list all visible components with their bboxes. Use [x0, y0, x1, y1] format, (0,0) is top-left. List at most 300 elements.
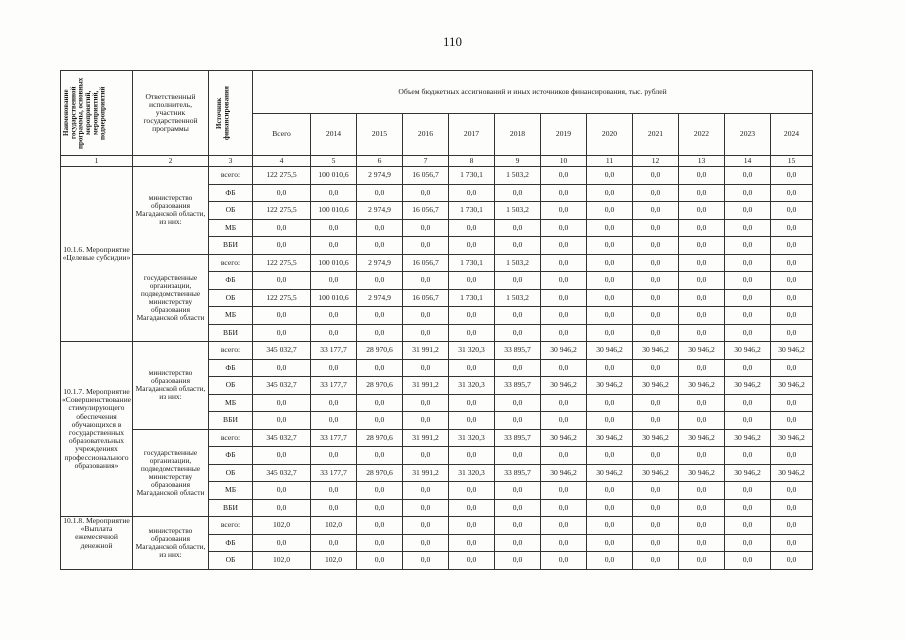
amount-cell: 0,0 — [725, 184, 771, 202]
amount-cell: 0,0 — [253, 237, 311, 255]
amount-cell: 1 503,2 — [495, 202, 541, 220]
amount-cell: 0,0 — [495, 517, 541, 535]
amount-cell: 31 991,2 — [403, 342, 449, 360]
amount-cell: 0,0 — [679, 517, 725, 535]
amount-cell: 0,0 — [679, 272, 725, 290]
amount-cell: 0,0 — [495, 552, 541, 570]
amount-cell: 0,0 — [541, 202, 587, 220]
amount-cell: 0,0 — [541, 517, 587, 535]
header-col-number: 3 — [209, 156, 253, 167]
amount-cell: 0,0 — [679, 499, 725, 517]
amount-cell: 1 503,2 — [495, 289, 541, 307]
measure-name: 10.1.6. Мероприятие «Целевые субсидии» — [61, 167, 133, 342]
amount-cell: 0,0 — [403, 237, 449, 255]
amount-cell: 0,0 — [587, 447, 633, 465]
funding-source: ВБИ — [209, 324, 253, 342]
amount-cell: 0,0 — [725, 272, 771, 290]
amount-cell: 0,0 — [633, 447, 679, 465]
amount-cell: 0,0 — [357, 552, 403, 570]
amount-cell: 0,0 — [679, 482, 725, 500]
amount-cell: 0,0 — [541, 184, 587, 202]
amount-cell: 0,0 — [357, 517, 403, 535]
amount-cell: 0,0 — [449, 552, 495, 570]
amount-cell: 0,0 — [357, 272, 403, 290]
amount-cell: 16 056,7 — [403, 289, 449, 307]
amount-cell: 0,0 — [403, 552, 449, 570]
amount-cell: 0,0 — [541, 482, 587, 500]
amount-cell: 0,0 — [679, 184, 725, 202]
amount-cell: 0,0 — [311, 307, 357, 325]
amount-cell: 0,0 — [541, 237, 587, 255]
amount-cell: 0,0 — [495, 359, 541, 377]
amount-cell: 0,0 — [253, 307, 311, 325]
amount-cell: 0,0 — [449, 272, 495, 290]
amount-cell: 0,0 — [679, 552, 725, 570]
funding-source: ФБ — [209, 534, 253, 552]
amount-cell: 0,0 — [253, 272, 311, 290]
amount-cell: 0,0 — [541, 167, 587, 185]
amount-cell: 0,0 — [495, 237, 541, 255]
amount-cell: 0,0 — [357, 447, 403, 465]
amount-cell: 100 010,6 — [311, 167, 357, 185]
amount-cell: 0,0 — [633, 394, 679, 412]
amount-cell: 0,0 — [771, 272, 813, 290]
header-col-number: 11 — [587, 156, 633, 167]
amount-cell: 0,0 — [495, 499, 541, 517]
amount-cell: 0,0 — [633, 324, 679, 342]
amount-cell: 0,0 — [403, 184, 449, 202]
amount-cell: 0,0 — [357, 482, 403, 500]
amount-cell: 0,0 — [403, 499, 449, 517]
amount-cell: 30 946,2 — [679, 377, 725, 395]
amount-cell: 0,0 — [587, 184, 633, 202]
amount-cell: 30 946,2 — [587, 377, 633, 395]
amount-cell: 0,0 — [311, 482, 357, 500]
amount-cell: 0,0 — [311, 219, 357, 237]
header-source-cell — [209, 71, 253, 156]
header-col-number: 10 — [541, 156, 587, 167]
amount-cell: 0,0 — [725, 482, 771, 500]
amount-cell: 2 974,9 — [357, 254, 403, 272]
amount-cell: 1 730,1 — [449, 254, 495, 272]
amount-cell: 0,0 — [495, 394, 541, 412]
amount-cell: 2 974,9 — [357, 289, 403, 307]
funding-source: всего: — [209, 167, 253, 185]
amount-cell: 33 177,7 — [311, 464, 357, 482]
amount-cell: 0,0 — [541, 447, 587, 465]
amount-cell: 0,0 — [771, 359, 813, 377]
amount-cell: 0,0 — [541, 412, 587, 430]
amount-cell: 0,0 — [587, 237, 633, 255]
funding-source: МБ — [209, 394, 253, 412]
header-year: 2022 — [679, 113, 725, 156]
amount-cell: 0,0 — [587, 324, 633, 342]
amount-cell: 30 946,2 — [541, 464, 587, 482]
amount-cell: 0,0 — [449, 307, 495, 325]
amount-cell: 0,0 — [449, 517, 495, 535]
amount-cell: 0,0 — [679, 167, 725, 185]
amount-cell: 30 946,2 — [771, 342, 813, 360]
amount-cell: 0,0 — [403, 447, 449, 465]
header-col-number: 5 — [311, 156, 357, 167]
funding-source: ВБИ — [209, 412, 253, 430]
amount-cell: 0,0 — [541, 324, 587, 342]
amount-cell: 0,0 — [449, 394, 495, 412]
amount-cell: 0,0 — [403, 412, 449, 430]
amount-cell: 0,0 — [357, 237, 403, 255]
amount-cell: 0,0 — [495, 324, 541, 342]
amount-cell: 16 056,7 — [403, 254, 449, 272]
amount-cell: 100 010,6 — [311, 254, 357, 272]
amount-cell: 33 895,7 — [495, 377, 541, 395]
amount-cell: 0,0 — [633, 272, 679, 290]
amount-cell: 0,0 — [633, 482, 679, 500]
amount-cell: 33 177,7 — [311, 377, 357, 395]
header-col-number: 7 — [403, 156, 449, 167]
amount-cell: 0,0 — [541, 394, 587, 412]
amount-cell: 0,0 — [771, 219, 813, 237]
executor-name: государственные организации, подведомственные министерству образования Магаданской области — [133, 429, 209, 517]
amount-cell: 0,0 — [725, 237, 771, 255]
amount-cell: 0,0 — [357, 324, 403, 342]
amount-cell: 0,0 — [449, 482, 495, 500]
funding-source: ОБ — [209, 289, 253, 307]
executor-name: министерство образования Магаданской области, из них: — [133, 517, 209, 570]
amount-cell: 28 970,6 — [357, 464, 403, 482]
header-year: 2016 — [403, 113, 449, 156]
header-col-number: 6 — [357, 156, 403, 167]
table-body — [61, 167, 813, 570]
header-executor: Ответственный исполнитель, участник государственной программы — [133, 71, 209, 156]
funding-source: ВБИ — [209, 237, 253, 255]
funding-source: ОБ — [209, 464, 253, 482]
amount-cell: 0,0 — [587, 202, 633, 220]
amount-cell: 345 032,7 — [253, 429, 311, 447]
amount-cell: 0,0 — [587, 412, 633, 430]
amount-cell: 0,0 — [253, 184, 311, 202]
amount-cell: 31 320,3 — [449, 342, 495, 360]
amount-cell: 0,0 — [403, 324, 449, 342]
amount-cell: 0,0 — [771, 412, 813, 430]
amount-cell: 0,0 — [403, 482, 449, 500]
amount-cell: 0,0 — [725, 499, 771, 517]
table-row — [61, 167, 813, 185]
amount-cell: 0,0 — [587, 254, 633, 272]
amount-cell: 345 032,7 — [253, 377, 311, 395]
amount-cell: 0,0 — [679, 202, 725, 220]
amount-cell: 0,0 — [541, 552, 587, 570]
header-year: 2017 — [449, 113, 495, 156]
amount-cell: 30 946,2 — [541, 342, 587, 360]
amount-cell: 0,0 — [679, 289, 725, 307]
amount-cell: 0,0 — [633, 219, 679, 237]
amount-cell: 0,0 — [679, 359, 725, 377]
amount-cell: 30 946,2 — [725, 429, 771, 447]
amount-cell: 0,0 — [357, 412, 403, 430]
header-year: Всего — [253, 113, 311, 156]
amount-cell: 0,0 — [771, 552, 813, 570]
header-source: Источник финансирования — [214, 86, 230, 140]
amount-cell: 0,0 — [541, 254, 587, 272]
amount-cell: 0,0 — [679, 219, 725, 237]
amount-cell: 33 895,7 — [495, 342, 541, 360]
amount-cell: 0,0 — [403, 219, 449, 237]
amount-cell: 0,0 — [725, 307, 771, 325]
amount-cell: 33 895,7 — [495, 429, 541, 447]
header-name: Наименование государственной программы, основных мероприятий, мероприятий, подмероприятий — [61, 77, 107, 149]
funding-source: ОБ — [209, 552, 253, 570]
header-year: 2023 — [725, 113, 771, 156]
amount-cell: 30 946,2 — [587, 464, 633, 482]
amount-cell: 0,0 — [449, 184, 495, 202]
amount-cell: 0,0 — [403, 394, 449, 412]
page-number: 110 — [442, 34, 463, 49]
measure-name: 10.1.7. Мероприятие «Совершенствование стимулирующего обеспечения обучающихся в государственных образовательных учреждениях профессионального образования» — [61, 342, 133, 517]
amount-cell: 0,0 — [311, 272, 357, 290]
amount-cell: 0,0 — [587, 272, 633, 290]
header-col-number: 4 — [253, 156, 311, 167]
funding-source: МБ — [209, 482, 253, 500]
amount-cell: 0,0 — [771, 482, 813, 500]
funding-source: всего: — [209, 429, 253, 447]
funding-source: ФБ — [209, 359, 253, 377]
amount-cell: 0,0 — [403, 359, 449, 377]
amount-cell: 2 974,9 — [357, 167, 403, 185]
amount-cell: 0,0 — [587, 394, 633, 412]
amount-cell: 0,0 — [311, 237, 357, 255]
amount-cell: 30 946,2 — [541, 429, 587, 447]
amount-cell: 0,0 — [449, 324, 495, 342]
amount-cell: 33 177,7 — [311, 342, 357, 360]
amount-cell: 0,0 — [725, 552, 771, 570]
header-col-number: 8 — [449, 156, 495, 167]
amount-cell: 0,0 — [253, 482, 311, 500]
funding-source: ФБ — [209, 272, 253, 290]
amount-cell: 0,0 — [679, 307, 725, 325]
amount-cell: 0,0 — [633, 534, 679, 552]
amount-cell: 0,0 — [725, 394, 771, 412]
amount-cell: 0,0 — [253, 412, 311, 430]
amount-cell: 2 974,9 — [357, 202, 403, 220]
amount-cell: 0,0 — [771, 534, 813, 552]
amount-cell: 0,0 — [449, 447, 495, 465]
amount-cell: 0,0 — [253, 359, 311, 377]
amount-cell: 0,0 — [633, 167, 679, 185]
amount-cell: 0,0 — [253, 499, 311, 517]
amount-cell: 0,0 — [495, 534, 541, 552]
amount-cell: 0,0 — [449, 219, 495, 237]
header-name-cell — [61, 71, 133, 156]
amount-cell: 0,0 — [495, 412, 541, 430]
amount-cell: 0,0 — [771, 517, 813, 535]
amount-cell: 30 946,2 — [587, 429, 633, 447]
amount-cell: 16 056,7 — [403, 167, 449, 185]
amount-cell: 28 970,6 — [357, 342, 403, 360]
amount-cell: 0,0 — [771, 447, 813, 465]
amount-cell: 30 946,2 — [633, 377, 679, 395]
amount-cell: 0,0 — [495, 219, 541, 237]
funding-source: МБ — [209, 307, 253, 325]
header-col-number: 9 — [495, 156, 541, 167]
amount-cell: 28 970,6 — [357, 429, 403, 447]
amount-cell: 0,0 — [587, 167, 633, 185]
amount-cell: 0,0 — [449, 499, 495, 517]
header-group-title: Объем бюджетных ассигнований и иных источников финансирования, тыс. рублей — [253, 71, 813, 114]
amount-cell: 0,0 — [587, 289, 633, 307]
amount-cell: 0,0 — [771, 289, 813, 307]
amount-cell: 0,0 — [771, 254, 813, 272]
funding-source: ОБ — [209, 202, 253, 220]
header-year: 2018 — [495, 113, 541, 156]
amount-cell: 31 320,3 — [449, 464, 495, 482]
amount-cell: 0,0 — [541, 499, 587, 517]
amount-cell: 30 946,2 — [541, 377, 587, 395]
amount-cell: 0,0 — [403, 534, 449, 552]
amount-cell: 0,0 — [253, 447, 311, 465]
amount-cell: 30 946,2 — [679, 429, 725, 447]
amount-cell: 100 010,6 — [311, 289, 357, 307]
amount-cell: 30 946,2 — [771, 377, 813, 395]
amount-cell: 0,0 — [357, 307, 403, 325]
amount-cell: 0,0 — [633, 202, 679, 220]
amount-cell: 0,0 — [357, 219, 403, 237]
amount-cell: 30 946,2 — [633, 342, 679, 360]
header-numbers-row — [61, 156, 813, 167]
funding-source: ОБ — [209, 377, 253, 395]
amount-cell: 0,0 — [357, 499, 403, 517]
amount-cell: 0,0 — [771, 394, 813, 412]
amount-cell: 0,0 — [449, 412, 495, 430]
amount-cell: 0,0 — [633, 237, 679, 255]
amount-cell: 31 320,3 — [449, 429, 495, 447]
header-col-number: 1 — [61, 156, 133, 167]
executor-name: министерство образования Магаданской области, из них: — [133, 342, 209, 430]
table-row — [61, 342, 813, 360]
amount-cell: 30 946,2 — [725, 342, 771, 360]
amount-cell: 0,0 — [541, 272, 587, 290]
table-row — [61, 517, 813, 535]
amount-cell: 31 320,3 — [449, 377, 495, 395]
amount-cell: 0,0 — [633, 254, 679, 272]
amount-cell: 30 946,2 — [771, 429, 813, 447]
amount-cell: 0,0 — [633, 517, 679, 535]
funding-source: ФБ — [209, 184, 253, 202]
amount-cell: 30 946,2 — [679, 342, 725, 360]
amount-cell: 0,0 — [725, 412, 771, 430]
amount-cell: 0,0 — [495, 447, 541, 465]
amount-cell: 0,0 — [311, 184, 357, 202]
amount-cell: 1 730,1 — [449, 167, 495, 185]
amount-cell: 0,0 — [679, 394, 725, 412]
amount-cell: 0,0 — [725, 359, 771, 377]
amount-cell: 0,0 — [495, 272, 541, 290]
amount-cell: 0,0 — [541, 359, 587, 377]
amount-cell: 0,0 — [633, 184, 679, 202]
amount-cell: 0,0 — [587, 219, 633, 237]
amount-cell: 0,0 — [403, 307, 449, 325]
amount-cell: 0,0 — [495, 307, 541, 325]
amount-cell: 0,0 — [725, 219, 771, 237]
amount-cell: 0,0 — [357, 394, 403, 412]
amount-cell: 31 991,2 — [403, 377, 449, 395]
amount-cell: 0,0 — [541, 534, 587, 552]
amount-cell: 102,0 — [311, 552, 357, 570]
amount-cell: 0,0 — [541, 219, 587, 237]
header-col-number: 2 — [133, 156, 209, 167]
amount-cell: 0,0 — [311, 534, 357, 552]
amount-cell: 0,0 — [311, 447, 357, 465]
header-year: 2014 — [311, 113, 357, 156]
amount-cell: 0,0 — [633, 307, 679, 325]
amount-cell: 0,0 — [771, 184, 813, 202]
amount-cell: 31 991,2 — [403, 429, 449, 447]
amount-cell: 0,0 — [311, 324, 357, 342]
funding-source: всего: — [209, 517, 253, 535]
header-col-number: 14 — [725, 156, 771, 167]
header-year: 2020 — [587, 113, 633, 156]
amount-cell: 0,0 — [725, 517, 771, 535]
amount-cell: 0,0 — [679, 254, 725, 272]
amount-cell: 1 730,1 — [449, 202, 495, 220]
funding-source: ФБ — [209, 447, 253, 465]
amount-cell: 0,0 — [449, 237, 495, 255]
amount-cell: 0,0 — [725, 534, 771, 552]
amount-cell: 30 946,2 — [725, 377, 771, 395]
amount-cell: 0,0 — [771, 167, 813, 185]
amount-cell: 0,0 — [311, 394, 357, 412]
header-year: 2021 — [633, 113, 679, 156]
amount-cell: 0,0 — [357, 359, 403, 377]
amount-cell: 0,0 — [771, 307, 813, 325]
amount-cell: 100 010,6 — [311, 202, 357, 220]
amount-cell: 0,0 — [725, 202, 771, 220]
header-year: 2019 — [541, 113, 587, 156]
amount-cell: 102,0 — [311, 517, 357, 535]
amount-cell: 30 946,2 — [679, 464, 725, 482]
amount-cell: 0,0 — [311, 359, 357, 377]
measure-name: 10.1.8. Мероприятие «Выплата ежемесячной денежной — [61, 517, 133, 570]
table-row — [61, 429, 813, 447]
amount-cell: 0,0 — [633, 289, 679, 307]
amount-cell: 345 032,7 — [253, 464, 311, 482]
funding-source: ВБИ — [209, 499, 253, 517]
amount-cell: 0,0 — [725, 254, 771, 272]
funding-source: всего: — [209, 342, 253, 360]
amount-cell: 30 946,2 — [725, 464, 771, 482]
amount-cell: 0,0 — [679, 447, 725, 465]
amount-cell: 28 970,6 — [357, 377, 403, 395]
amount-cell: 0,0 — [311, 499, 357, 517]
amount-cell: 1 503,2 — [495, 254, 541, 272]
executor-name: министерство образования Магаданской области, из них: — [133, 167, 209, 255]
amount-cell: 0,0 — [679, 412, 725, 430]
amount-cell: 0,0 — [679, 237, 725, 255]
amount-cell: 33 895,7 — [495, 464, 541, 482]
amount-cell: 122 275,5 — [253, 167, 311, 185]
amount-cell: 1 503,2 — [495, 167, 541, 185]
amount-cell: 30 946,2 — [587, 342, 633, 360]
amount-cell: 0,0 — [587, 534, 633, 552]
amount-cell: 0,0 — [357, 534, 403, 552]
amount-cell: 30 946,2 — [771, 464, 813, 482]
amount-cell: 0,0 — [771, 202, 813, 220]
amount-cell: 0,0 — [587, 307, 633, 325]
amount-cell: 0,0 — [253, 219, 311, 237]
amount-cell: 0,0 — [403, 517, 449, 535]
funding-source: МБ — [209, 219, 253, 237]
amount-cell: 0,0 — [587, 359, 633, 377]
amount-cell: 0,0 — [449, 359, 495, 377]
